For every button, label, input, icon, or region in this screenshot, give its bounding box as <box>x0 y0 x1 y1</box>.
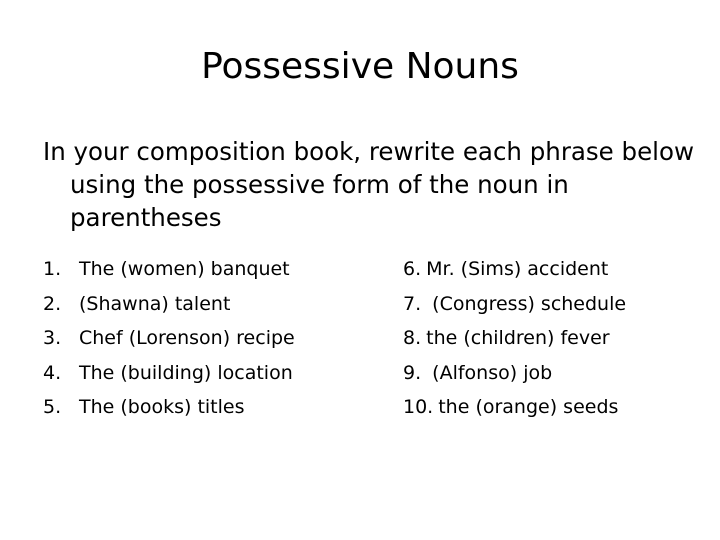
phrase-list-left <box>43 252 333 425</box>
item-text: the (orange) seeds <box>438 396 619 418</box>
item-number: 10. <box>403 396 434 418</box>
list-item <box>43 321 333 356</box>
item-text: The (books) titles <box>79 396 245 418</box>
item-number: 5. <box>43 396 62 418</box>
instructions-text: In your composition book, rewrite each phrase below using the possessive form of the noun in parentheses <box>43 137 694 232</box>
list-item <box>43 287 333 322</box>
item-number: 4. <box>43 361 62 384</box>
list-item <box>43 390 333 425</box>
item-text: The (women) banquet <box>79 258 290 280</box>
item-number: 6. <box>403 258 422 280</box>
item-text: (Shawna) talent <box>79 292 231 315</box>
list-item <box>403 356 703 391</box>
item-text: Chef (Lorenson) recipe <box>79 327 295 349</box>
list-item <box>43 252 333 287</box>
item-text: the (children) fever <box>426 327 610 349</box>
list-item <box>43 356 333 391</box>
item-text: (Alfonso) job <box>426 361 553 384</box>
item-text: Mr. (Sims) accident <box>426 258 609 280</box>
list-item <box>403 252 703 287</box>
item-number: 9. <box>403 361 422 384</box>
list-item <box>403 287 703 322</box>
item-number: 1. <box>43 258 62 280</box>
item-text: (Congress) schedule <box>426 292 627 315</box>
item-number: 2. <box>43 292 62 315</box>
list-item <box>403 321 703 356</box>
item-number: 3. <box>43 327 62 349</box>
phrase-list-right <box>403 252 703 425</box>
item-text: The (building) location <box>79 361 293 384</box>
item-number: 8. <box>403 327 422 349</box>
list-item <box>403 390 703 425</box>
slide-title: Possessive Nouns <box>201 46 519 87</box>
item-number: 7. <box>403 292 422 315</box>
